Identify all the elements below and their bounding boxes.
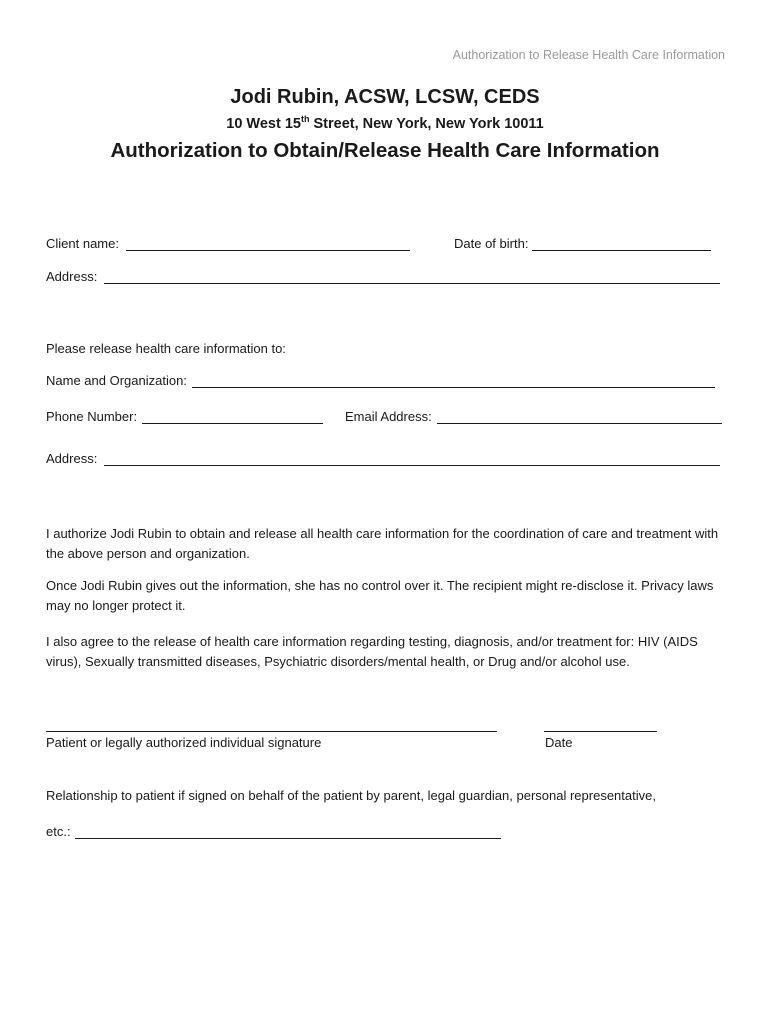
client-address-field[interactable] <box>104 270 720 284</box>
relationship-text: Relationship to patient if signed on behalf of the patient by parent, legal guardian, personal representative, <box>46 788 656 803</box>
release-address-field[interactable] <box>104 452 720 466</box>
etc-label: etc.: <box>46 824 71 839</box>
sensitive-info-paragraph: I also agree to the release of health care information regarding testing, diagnosis, and/or treatment for: HIV (AIDS virus), Sexually transmitted diseases, Psychiatric disorders/mental health, or Drug and/or alcohol use. <box>46 634 698 669</box>
practitioner-name: Jodi Rubin, ACSW, LCSW, CEDS <box>230 86 540 108</box>
org-label: Name and Organization: <box>46 373 187 388</box>
dob-row <box>454 236 711 251</box>
date-label: Date <box>545 735 573 750</box>
address-part-2: Street, New York, New York 10011 <box>309 116 544 132</box>
client-address-row <box>46 269 720 284</box>
dob-label: Date of birth: <box>454 236 529 251</box>
email-row <box>345 409 722 424</box>
relationship-field[interactable] <box>75 825 501 839</box>
client-name-field[interactable] <box>126 237 410 251</box>
phone-row <box>46 409 323 424</box>
dob-field[interactable] <box>532 237 711 251</box>
address-part-1: 10 West 15 <box>226 116 301 132</box>
client-name-row <box>46 236 410 251</box>
release-intro: Please release health care information to: <box>46 341 286 356</box>
document-title: Authorization to Obtain/Release Health Care Information <box>110 139 660 162</box>
email-field[interactable] <box>437 410 722 424</box>
relationship-row <box>46 824 501 839</box>
client-address-label: Address: <box>46 269 98 284</box>
phone-field[interactable] <box>142 410 323 424</box>
running-header: Authorization to Release Health Care Information <box>452 48 725 62</box>
address-superscript: th <box>300 114 310 124</box>
org-row <box>46 373 715 388</box>
disclosure-paragraph: Once Jodi Rubin gives out the information, she has no control over it. The recipient might re-disclose it. Privacy laws may no longer protect it. <box>46 578 714 613</box>
date-field[interactable] <box>544 731 657 732</box>
org-field[interactable] <box>192 374 715 388</box>
signature-label: Patient or legally authorized individual signature <box>46 735 322 750</box>
authorization-paragraph: I authorize Jodi Rubin to obtain and release all health care information for the coordination of care and treatment with the above person and organization. <box>46 526 719 561</box>
client-name-label: Client name: <box>46 236 119 251</box>
release-address-row <box>46 451 720 466</box>
email-label: Email Address: <box>345 409 432 424</box>
signature-field[interactable] <box>46 731 497 732</box>
phone-label: Phone Number: <box>46 409 138 424</box>
release-address-label: Address: <box>46 451 98 466</box>
practice-address <box>0 116 770 132</box>
